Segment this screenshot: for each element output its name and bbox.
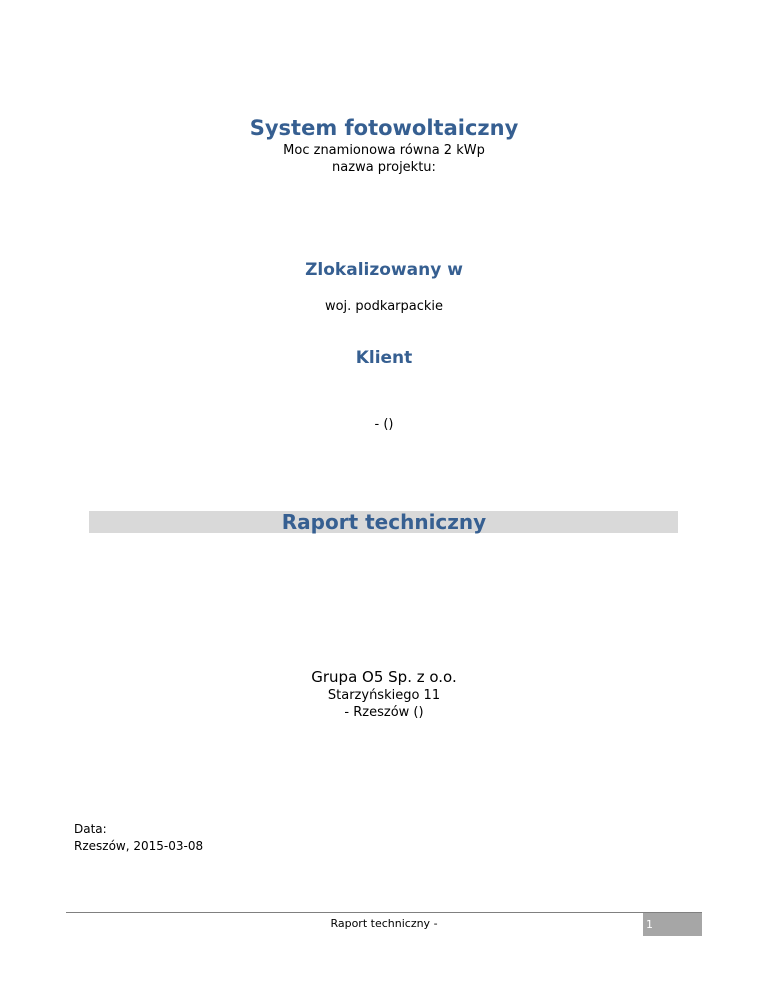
project-name-label: nazwa projektu:	[332, 160, 436, 175]
company-name: Grupa O5 Sp. z o.o.	[311, 668, 457, 686]
footer-divider	[66, 912, 702, 913]
page-number: 1	[646, 918, 653, 931]
date-value: Rzeszów, 2015-03-08	[74, 839, 204, 853]
client-heading: Klient	[355, 348, 413, 368]
location-value: woj. podkarpackie	[324, 299, 444, 314]
date-label: Data:	[74, 822, 107, 836]
location-heading: Zlokalizowany w	[305, 260, 463, 280]
report-title: Raport techniczny	[281, 510, 487, 534]
power-rating-text: Moc znamionowa równa 2 kWp	[283, 143, 485, 158]
footer-text: Raport techniczny -	[330, 917, 438, 930]
document-title: System fotowoltaiczny	[249, 116, 519, 140]
client-value: - ()	[374, 417, 394, 432]
company-city: - Rzeszów ()	[344, 705, 424, 720]
company-street: Starzyńskiego 11	[327, 688, 441, 703]
